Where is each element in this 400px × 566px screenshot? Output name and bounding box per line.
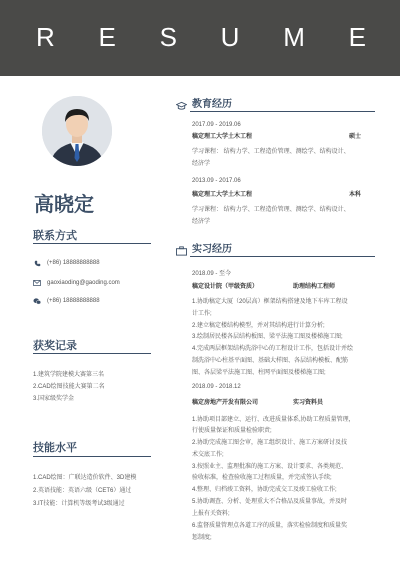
- contact-email-text: gaoxiaoding@gaoding.com: [47, 280, 120, 286]
- exp-role: 实习资料员: [293, 400, 324, 406]
- exp-detail: 验收标准，检查验收施工过程质量，并完成签认手续;: [192, 475, 332, 481]
- edu-courses: 学习课程： 结构力学、工程造价管理、测绘学、结构设计、: [192, 149, 350, 155]
- exp-detail: 3.按照业主、监理批准的施工方案、设计要求、各类规范、: [192, 464, 348, 470]
- exp-detail: 3.绘制居民楼各层结构板图、梁平法施工图及楼梯施工图;: [192, 334, 343, 340]
- title-letter: U: [220, 22, 240, 52]
- exp-company: 稿定房地产开发有限公司: [192, 400, 259, 406]
- experience-heading: [176, 240, 232, 255]
- exp-detail: 1.协助项目部建立、运行、改进质量体系,协助工程质量管理，: [192, 417, 355, 423]
- contact-chat: [33, 297, 100, 305]
- edu-date: 2017.09 - 2019.06: [192, 122, 241, 128]
- exp-detail: 术交底工作;: [192, 452, 224, 458]
- chat-icon: [33, 297, 41, 305]
- section-divider: [190, 111, 375, 112]
- exp-detail: 计工作;: [192, 311, 212, 317]
- exp-role: 助理结构工程师: [293, 284, 336, 290]
- title-letter: R: [36, 22, 55, 52]
- edu-school: 稿定理工大学土木工程: [192, 192, 253, 198]
- section-divider: [33, 353, 151, 354]
- exp-detail: 1.协助稿定大厦（20层高）框架结构搭建及地下车库工程设: [192, 299, 348, 305]
- section-divider: [190, 256, 375, 257]
- education-section-title: 教育经历: [192, 99, 232, 110]
- edu-courses: 经济学: [192, 219, 211, 225]
- award-item: 2.CAD绘图技能大赛第二名: [33, 384, 105, 390]
- edu-courses: 学习课程： 结构力学、工程造价管理、测绘学、结构设计、: [192, 207, 350, 213]
- awards-section-title: 获奖记录: [33, 339, 77, 352]
- award-item: 1.建筑学院建模大赛第三名: [33, 372, 105, 378]
- exp-detail: 惩制度;: [192, 535, 212, 541]
- exp-date: 2018.09 - 至今: [192, 271, 232, 277]
- section-divider: [33, 243, 151, 244]
- graduation-cap-icon: [176, 98, 187, 108]
- email-icon: [33, 279, 41, 287]
- education-heading: [176, 95, 232, 110]
- phone-icon: [33, 259, 41, 267]
- resume-title: [0, 22, 400, 53]
- exp-detail: 上报有关资料;: [192, 511, 230, 517]
- contact-chat-text: (+86) 18888888888: [47, 298, 100, 304]
- edu-degree: 硕士: [349, 134, 362, 140]
- skill-item: 2.英语技能：英语六级（CET6）通过: [33, 488, 132, 494]
- edu-degree: 本科: [349, 192, 362, 198]
- contact-phone-text: (+86) 18888888888: [47, 260, 100, 266]
- section-divider: [33, 456, 151, 457]
- exp-company: 稿定设计院（甲级资质）: [192, 284, 259, 290]
- edu-date: 2013.09 - 2017.06: [192, 178, 241, 184]
- exp-detail: 6.监督质量管理点各道工序的质量，落实检验制度和质量奖: [192, 523, 348, 529]
- skill-item: 3.IT技能：计算机等级考试3级通过: [33, 501, 125, 507]
- exp-detail: 2.协助完成施工图会审，施工组织设计、施工方案研讨及技: [192, 440, 348, 446]
- contact-phone: [33, 259, 100, 267]
- edu-school: 稿定理工大学土木工程: [192, 134, 253, 140]
- exp-detail: 制洗浴中心柱基平面图、基础大样图、各层结构模板、配筋: [192, 358, 349, 364]
- candidate-name: 高晓定: [34, 192, 94, 216]
- exp-detail: 4.整理、归档竣工资料，协助完成交工及竣工验收工作;: [192, 487, 337, 493]
- title-letter: E: [348, 22, 366, 52]
- title-letter: E: [98, 22, 116, 52]
- edu-courses: 经济学: [192, 161, 211, 167]
- title-letter: S: [159, 22, 177, 52]
- exp-date: 2018.09 - 2018.12: [192, 384, 241, 390]
- briefcase-icon: [176, 243, 187, 253]
- award-item: 3.国家级奖学金: [33, 396, 75, 402]
- exp-detail: 5.协助调查、分析、处理重大不合格品及质量事故，并及时: [192, 499, 348, 505]
- exp-detail: 2.建立稿定楼结构模型，并对其结构进行计算分析;: [192, 323, 325, 329]
- skill-item: 1.CAD绘图：广联达造价软件、3D建模: [33, 475, 137, 481]
- skills-section-title: 技能水平: [33, 441, 77, 454]
- exp-detail: 行使质量保证和质量检验职责;: [192, 428, 272, 434]
- experience-section-title: 实习经历: [192, 244, 232, 255]
- exp-detail: 图、各层梁平法施工图、柱网平面图及楼梯施工图;: [192, 370, 326, 376]
- exp-detail: 4.完成两层框架结构洗浴中心的工程设计工作，包括设计并绘: [192, 346, 354, 352]
- contact-email: [33, 279, 120, 287]
- contact-section-title: 联系方式: [33, 229, 77, 242]
- avatar: [42, 96, 112, 166]
- title-letter: M: [283, 22, 305, 52]
